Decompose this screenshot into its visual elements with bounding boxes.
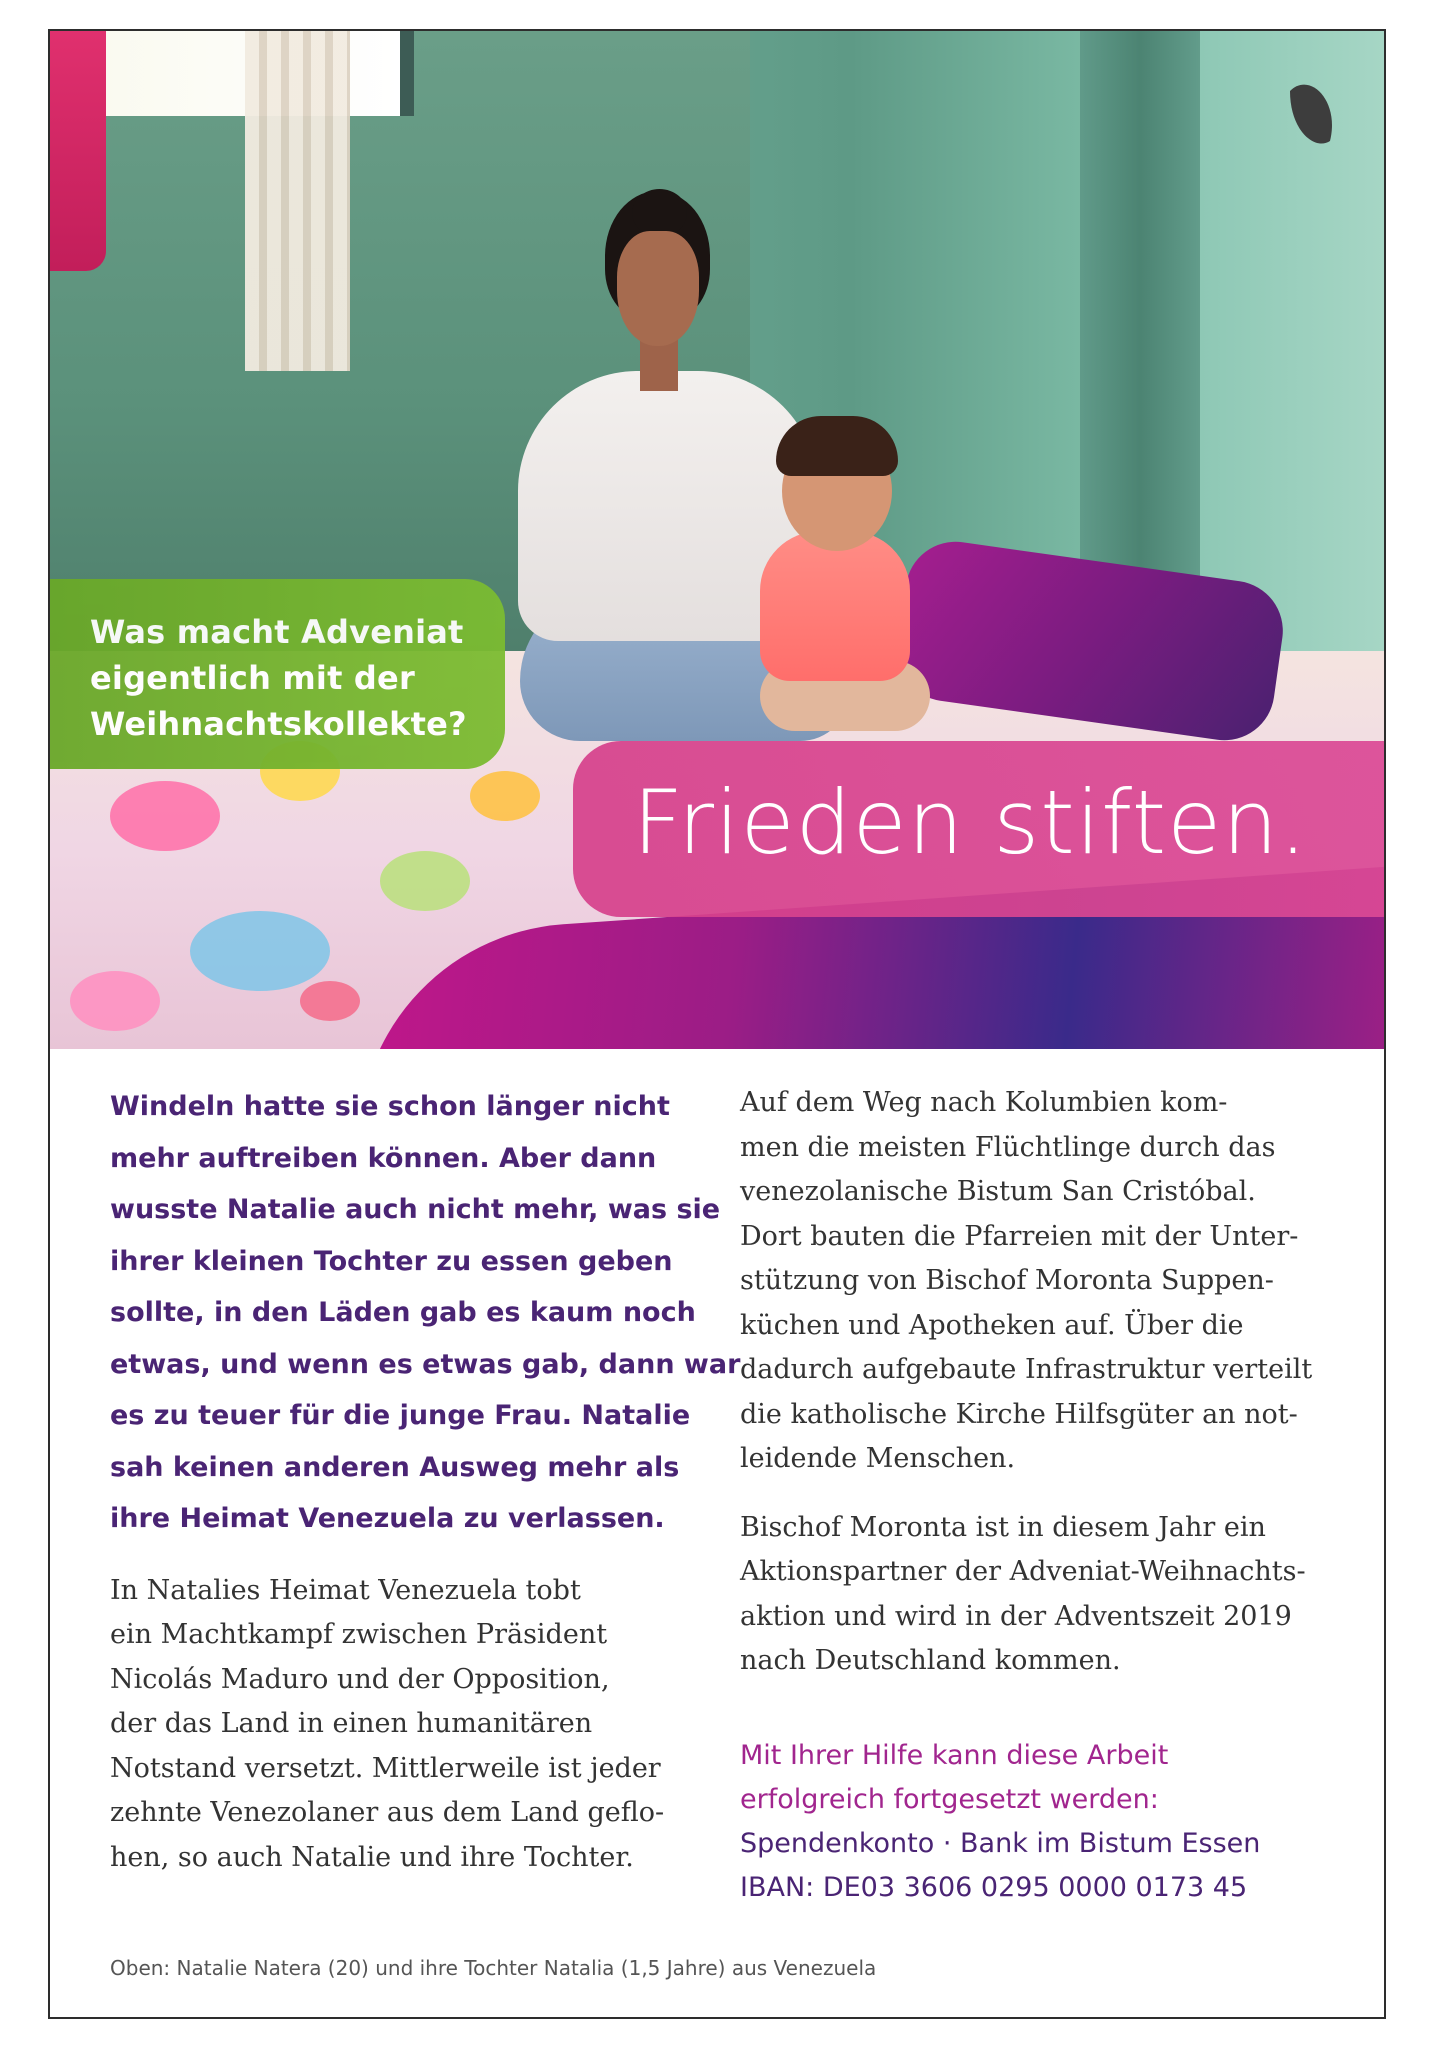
lead-line: wusste Natalie auch nicht mehr, was sie — [110, 1194, 721, 1225]
body-line: zehnte Venezolaner aus dem Land geflo- — [110, 1797, 665, 1828]
iban: IBAN: DE03 3606 0295 0000 0173 45 — [740, 1871, 1248, 1903]
lead-line: sollte, in den Läden gab es kaum noch — [110, 1297, 696, 1328]
question-text — [90, 609, 490, 747]
bank-account: Spendenkonto · Bank im Bistum Essen — [740, 1827, 1261, 1859]
body-line: der das Land in einen humanitären — [110, 1708, 593, 1739]
body-line: nach Deutschland kommen. — [740, 1645, 1121, 1676]
lead-line: ihrer kleinen Tochter zu essen geben — [110, 1245, 673, 1277]
body-line: Nicolás Maduro und der Opposition, — [110, 1663, 610, 1695]
lead-line: mehr auftreiben können. Aber dann — [110, 1142, 657, 1174]
left-column — [110, 1081, 741, 1880]
body-line: aktion und wird in der Adventszeit 2019 — [740, 1600, 1292, 1632]
document-frame — [48, 29, 1386, 2019]
question-line: Weihnachtskollekte? — [90, 705, 467, 743]
question-banner — [50, 579, 505, 769]
headline-banner — [573, 741, 1384, 917]
body-line: hen, so auch Natalie und ihre Tochter. — [110, 1841, 634, 1873]
lead-paragraph — [110, 1081, 741, 1545]
body-line: Auf dem Weg nach Kolumbien kom- — [740, 1087, 1228, 1118]
lead-line: ihre Heimat Venezuela zu verlassen. — [110, 1503, 665, 1534]
body-line: venezolanische Bistum San Cristóbal. — [740, 1176, 1256, 1207]
hero-photo — [50, 31, 1384, 1049]
lead-line: sah keinen anderen Ausweg mehr als — [110, 1451, 680, 1483]
body-line: Dort bauten die Pfarreien mit der Unter- — [740, 1220, 1299, 1252]
cta-line: erfolgreich fortgesetzt werden: — [740, 1783, 1159, 1815]
question-line: Was macht Adveniat — [90, 613, 464, 651]
child-figure-hair — [776, 416, 898, 476]
body-line: stützung von Bischof Moronta Suppen- — [740, 1265, 1274, 1296]
lead-line: Windeln hatte sie schon länger nicht — [110, 1091, 670, 1122]
body-line: ein Machtkampf zwischen Präsident — [110, 1619, 608, 1650]
body-line: dadurch aufgebaute Infrastruktur verteilt — [740, 1354, 1313, 1385]
body-line: Aktionspartner der Adveniat-Weihnachts- — [740, 1556, 1306, 1587]
woman-figure-face — [617, 231, 699, 346]
body-line: Bischof Moronta ist in diesem Jahr ein — [740, 1511, 1266, 1543]
lead-line: etwas, und wenn es etwas gab, dann war — [110, 1348, 741, 1380]
body-paragraph — [110, 1569, 710, 1881]
body-paragraph — [740, 1506, 1350, 1684]
body-line: küchen und Apotheken auf. Über die — [740, 1309, 1244, 1341]
cta-line: Mit Ihrer Hilfe kann diese Arbeit — [740, 1739, 1169, 1771]
donation-call — [740, 1734, 1350, 1910]
right-column — [740, 1081, 1350, 1910]
body-line: In Natalies Heimat Venezuela tobt — [110, 1574, 581, 1606]
woman-figure-bun — [632, 189, 687, 237]
child-figure — [760, 531, 910, 681]
body-line: leidende Menschen. — [740, 1443, 1016, 1474]
body-line: die katholische Kirche Hilfsgüter an not- — [740, 1398, 1298, 1430]
body-line: men die meisten Flüchtlinge durch das — [740, 1131, 1276, 1163]
question-line: eigentlich mit der — [90, 659, 415, 697]
lead-line: es zu teuer für die junge Frau. Natalie — [110, 1400, 691, 1431]
body-paragraph — [740, 1081, 1350, 1482]
body-line: Notstand versetzt. Mittlerweile ist jeder — [110, 1752, 661, 1784]
curtain — [245, 31, 350, 371]
headline: Frieden stiften. — [632, 771, 1308, 874]
leaf-drawing — [1280, 71, 1340, 161]
hanging-cloth — [50, 31, 106, 271]
photo-caption: Oben: Natalie Natera (20) und ihre Tochter Natalia (1,5 Jahre) aus Venezuela — [110, 1956, 877, 1980]
